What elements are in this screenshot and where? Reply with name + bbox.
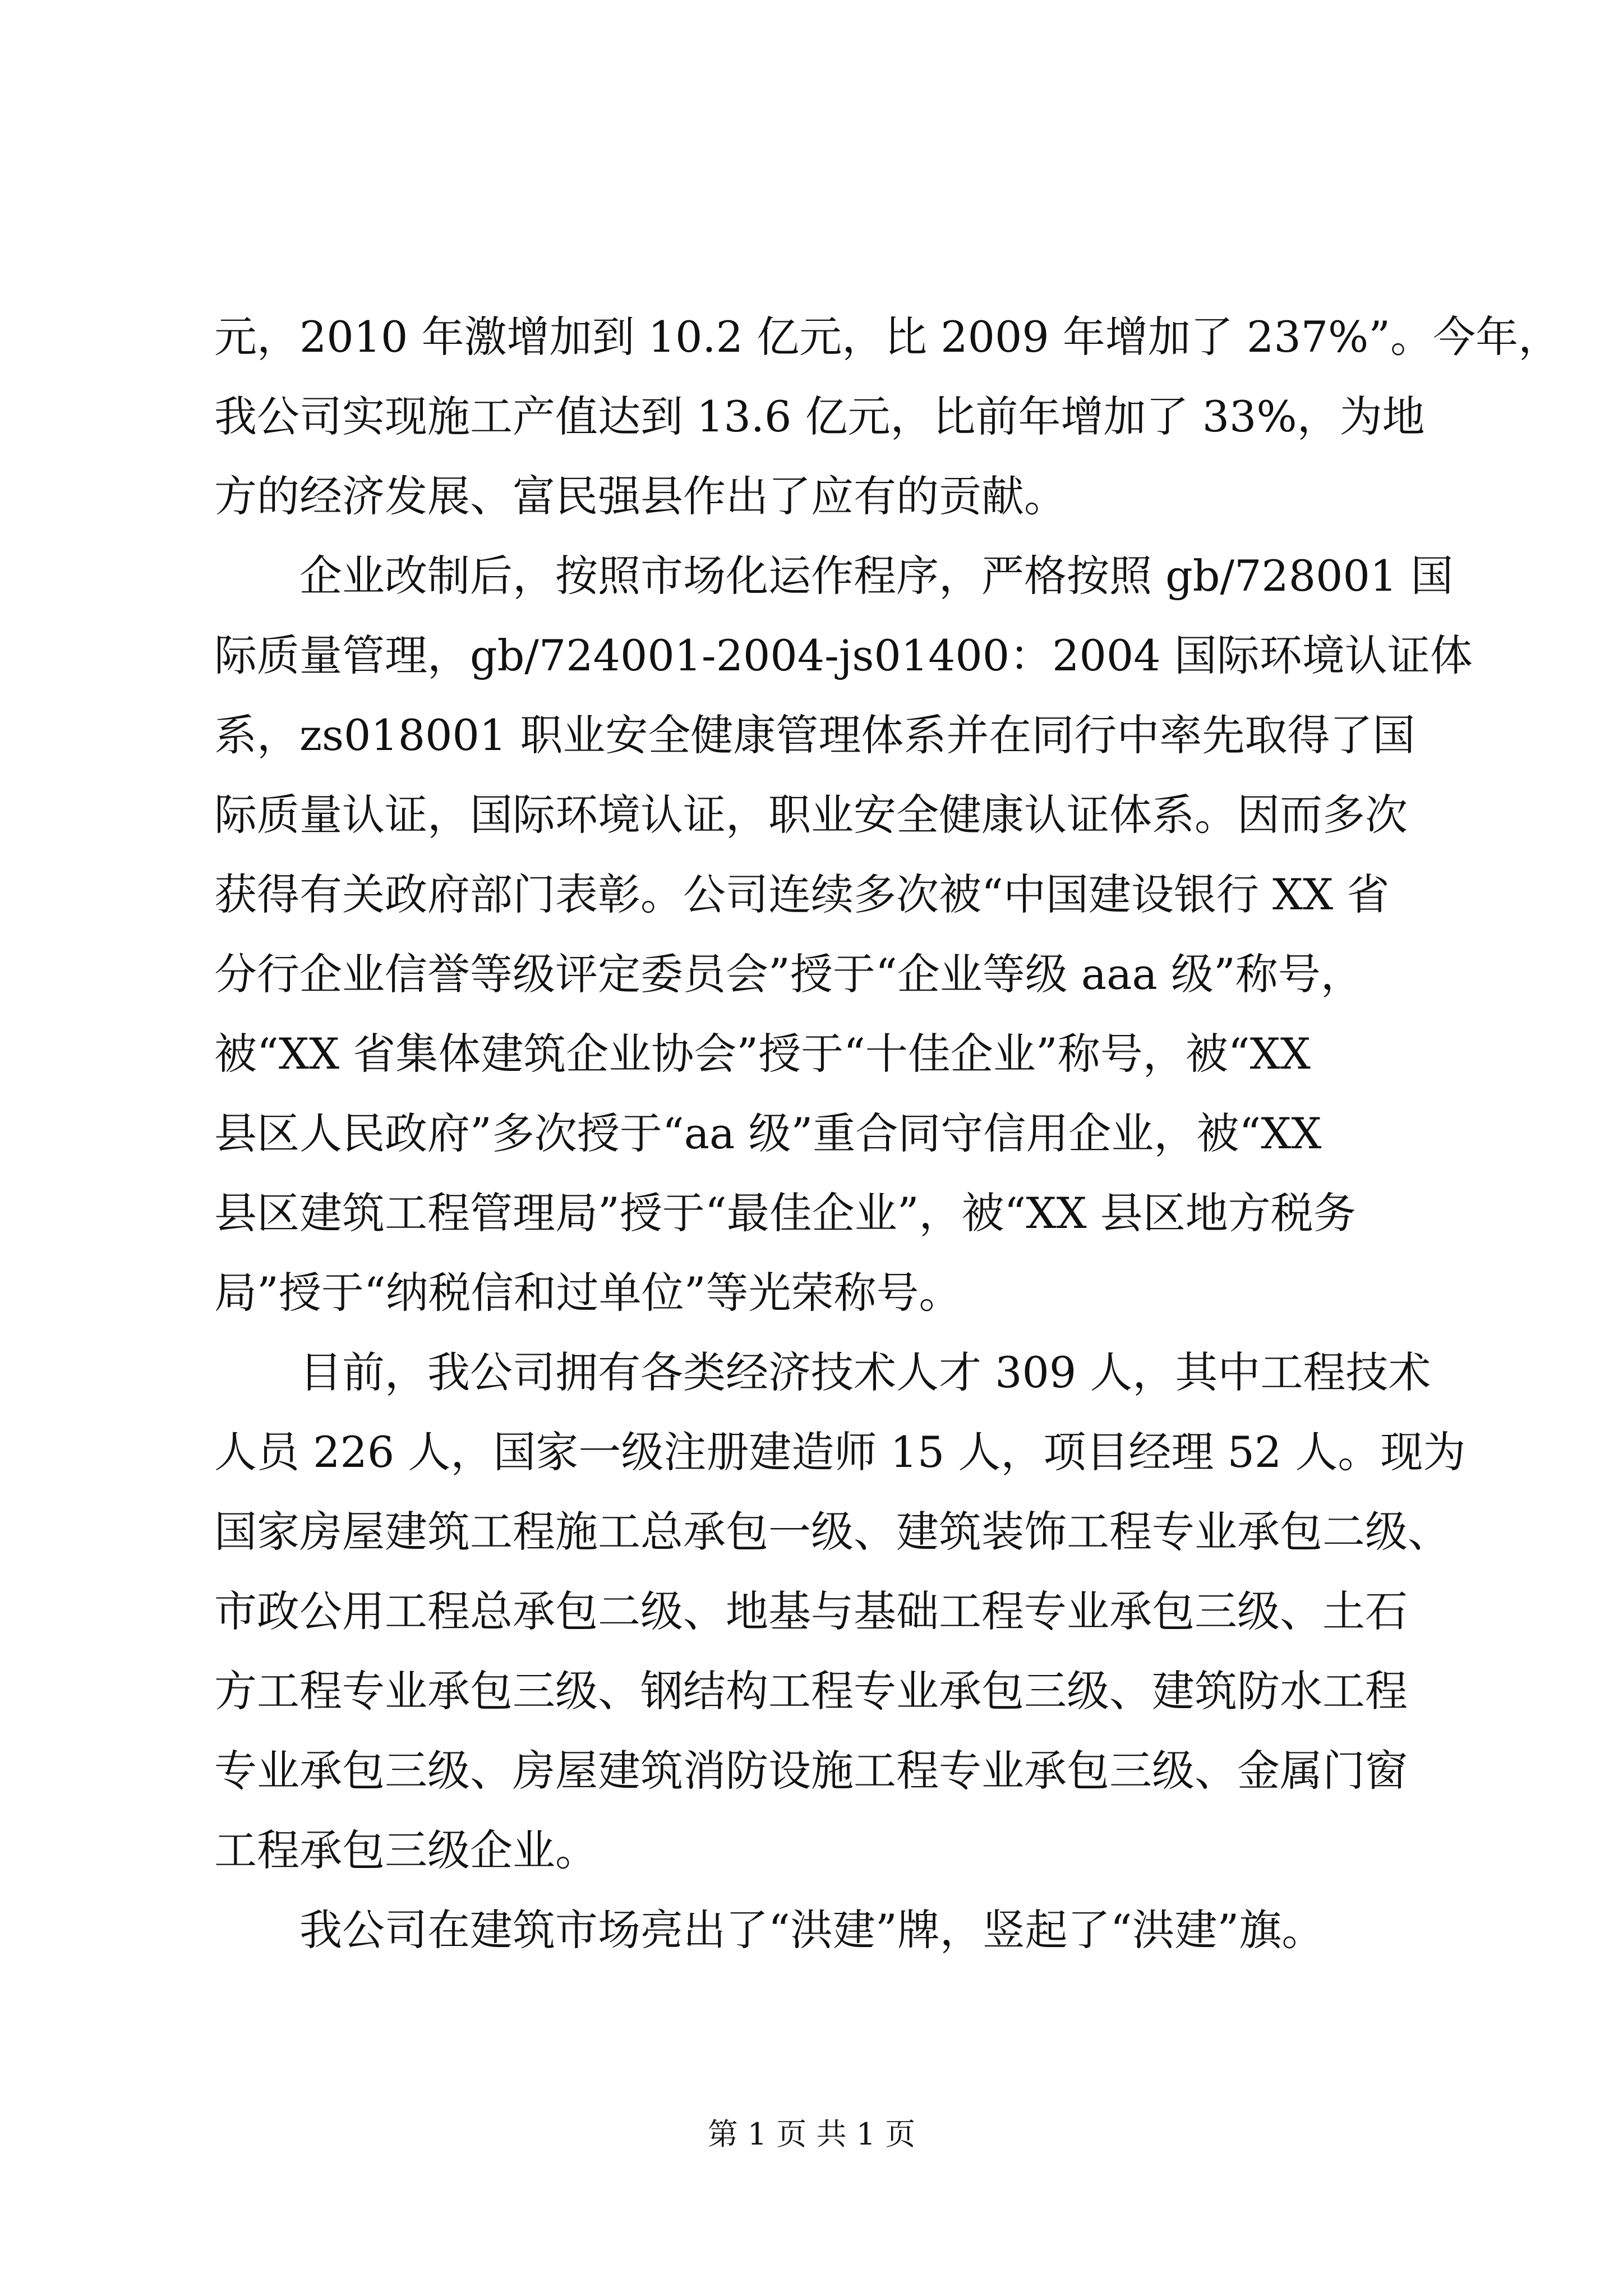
text-line: 县区人民政府”多次授于“aa 级”重合同守信用企业，被“XX — [214, 1108, 1322, 1158]
text-line: 我公司实现施工产值达到 13.6 亿元，比前年增加了 33%，为地 — [214, 392, 1425, 441]
page-footer — [0, 2115, 1623, 2154]
text-line: 方的经济发展、富民强县作出了应有的贡献。 — [214, 471, 1067, 521]
text-line: 局”授于“纳税信和过单位”等光荣称号。 — [214, 1268, 962, 1318]
page-number: 第 1 页 共 1 页 — [707, 2116, 916, 2152]
text-line: 企业改制后，按照市场化运作程序，严格按照 gb/728001 国 — [214, 551, 1454, 601]
text-line: 元，2010 年激增加到 10.2 亿元，比 2009 年增加了 237%”。今年， — [214, 312, 1561, 362]
text-line: 际质量管理，gb/724001-2004-js01400：2004 国际环境认证体 — [214, 631, 1473, 680]
text-line: 被“XX 省集体建筑企业协会”授于“十佳企业”称号，被“XX — [214, 1029, 1311, 1079]
text-line: 工程承包三级企业。 — [214, 1825, 598, 1875]
text-line: 国家房屋建筑工程施工总承包一级、建筑装饰工程专业承包二级、 — [214, 1507, 1450, 1557]
text-line: 方工程专业承包三级、钢结构工程专业承包三级、建筑防水工程 — [214, 1666, 1408, 1716]
text-line: 获得有关政府部门表彰。公司连续多次被“中国建设银行 XX 省 — [214, 869, 1390, 919]
text-line: 人员 226 人，国家一级注册建造师 15 人，项目经理 52 人。现为 — [214, 1427, 1466, 1477]
text-line: 我公司在建筑市场亮出了“洪建”牌，竖起了“洪建”旗。 — [214, 1905, 1325, 1955]
text-line: 市政公用工程总承包二级、地基与基础工程专业承包三级、土石 — [214, 1586, 1408, 1636]
text-line: 系，zs018001 职业安全健康管理体系并在同行中率先取得了国 — [214, 710, 1415, 760]
text-line: 县区建筑工程管理局”授于“最佳企业”，被“XX 县区地方税务 — [214, 1188, 1356, 1238]
text-line: 目前，我公司拥有各类经济技术人才 309 人，其中工程技术 — [214, 1347, 1431, 1397]
text-line: 专业承包三级、房屋建筑消防设施工程专业承包三级、金属门窗 — [214, 1746, 1408, 1796]
text-line: 分行企业信誉等级评定委员会”授于“企业等级 aaa 级”称号， — [214, 949, 1363, 999]
text-line: 际质量认证，国际环境认证，职业安全健康认证体系。因而多次 — [214, 790, 1408, 840]
